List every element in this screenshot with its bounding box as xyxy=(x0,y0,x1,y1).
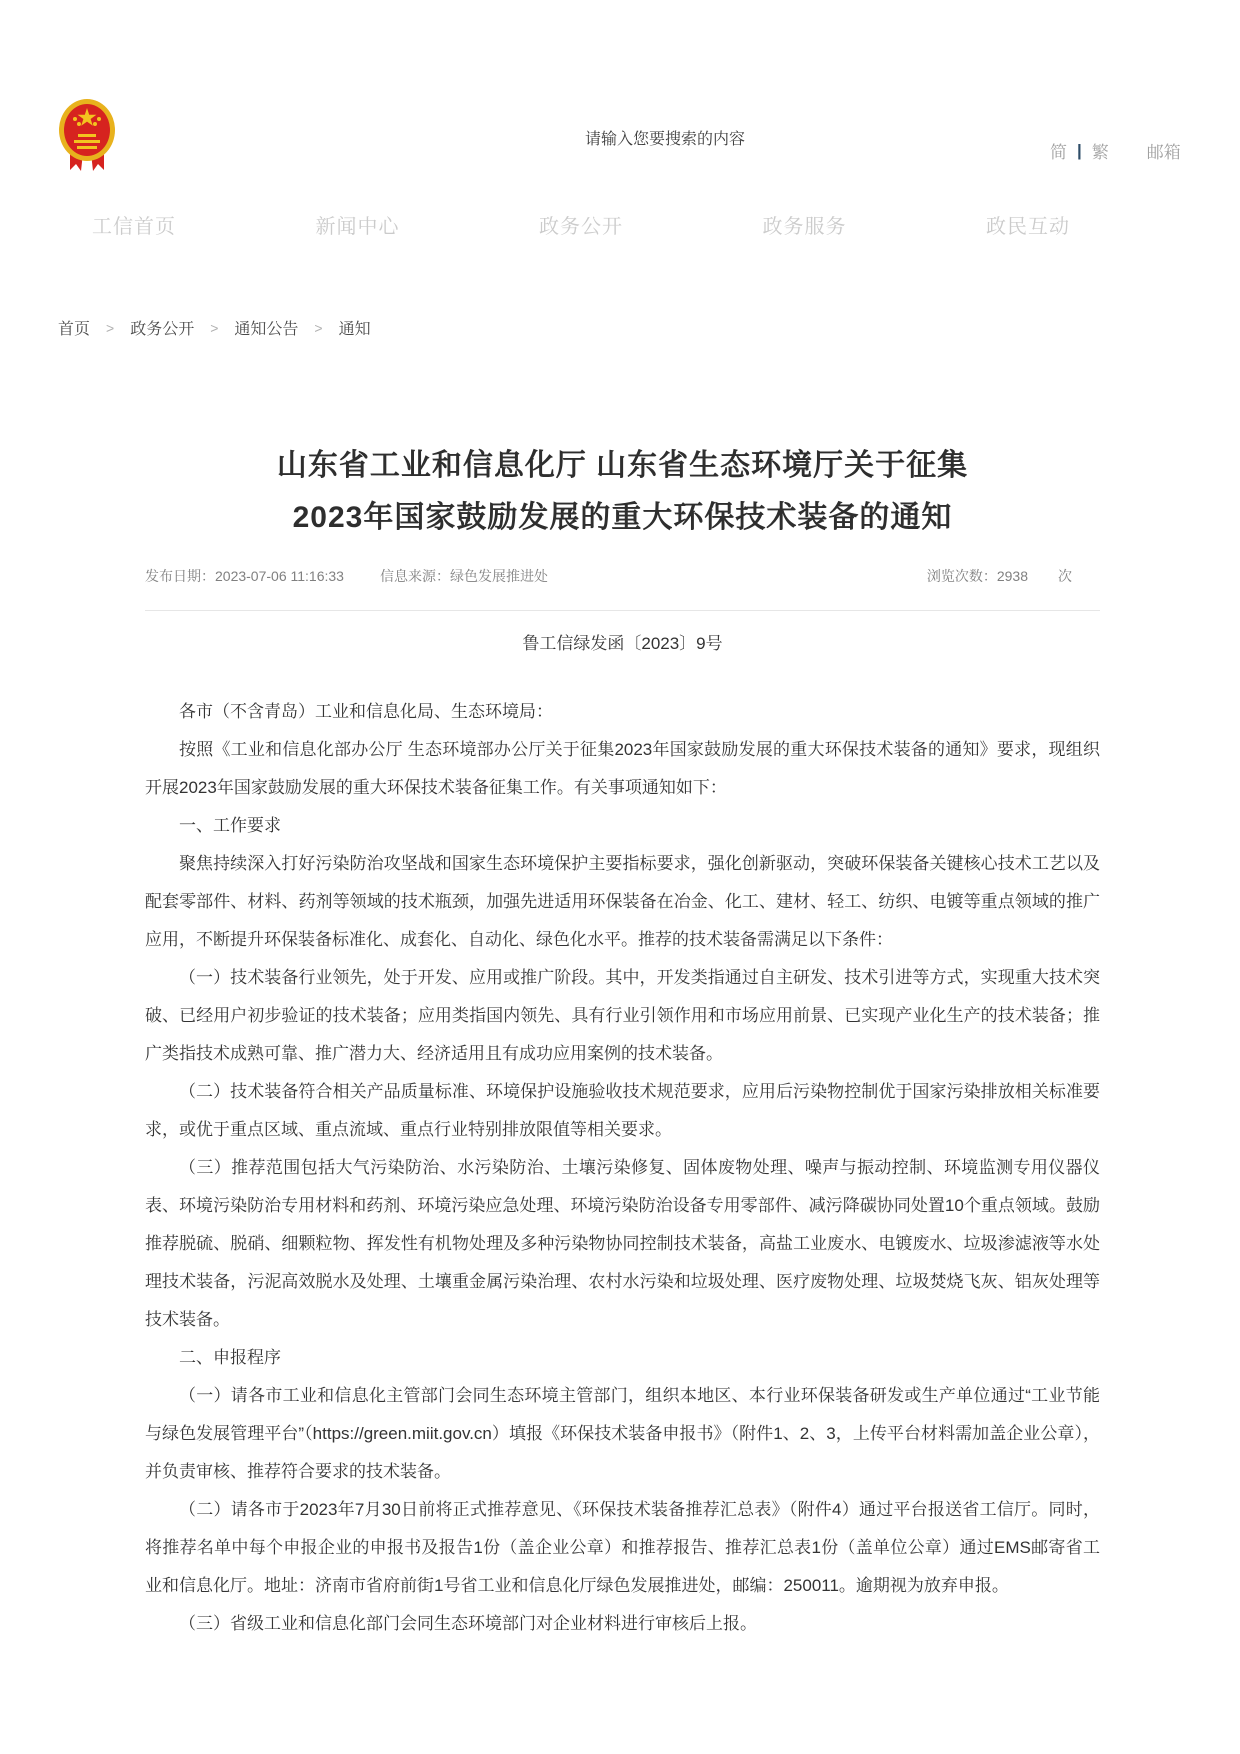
views-unit: 次 xyxy=(1058,568,1072,584)
mailbox-link[interactable]: 邮箱 xyxy=(1146,143,1181,162)
body-paragraph: 二、申报程序 xyxy=(179,1348,281,1367)
body-paragraph: （二）请各市于2023年7月30日前将正式推荐意见、《环保技术装备推荐汇总表》（附件4）通过平台报送省工信厅。同时，将推荐名单中每个申报企业的申报书及报告1份（盖企业公章）和推荐报告、推荐汇总表1份（盖单位公章）通过EMS邮寄省工业和信息化厅。地址：济南市省府前街1号省工业和信息化厅绿色发展推进处，邮编：250011。逾期视为放弃申报。 xyxy=(145,1500,1100,1595)
body-paragraph: 按照《工业和信息化部办公厅 生态环境部办公厅关于征集2023年国家鼓励发展的重大环保技术装备的通知》要求，现组织开展2023年国家鼓励发展的重大环保技术装备征集工作。有关事项通知如下： xyxy=(145,740,1100,797)
meta-divider xyxy=(145,610,1100,611)
page-title-line2: 2023年国家鼓励发展的重大环保技术装备的通知 xyxy=(292,501,953,534)
breadcrumb-item[interactable]: 政务公开 xyxy=(130,321,195,338)
search-input[interactable] xyxy=(583,124,847,156)
view-count xyxy=(927,566,1072,586)
breadcrumb-separator: > xyxy=(314,319,323,336)
article-body xyxy=(145,693,1100,1643)
language-switcher xyxy=(1050,138,1181,163)
publish-date-label: 发布日期： xyxy=(145,568,215,584)
body-paragraph: （一）请各市工业和信息化主管部门会同生态环境主管部门，组织本地区、本行业环保装备研发或生产单位通过“工业节能与绿色发展管理平台”（https://green.miit.gov.cn）填报《环保技术装备申报书》（附件1、2、3，上传平台材料需加盖企业公章），并负责审核、推荐符合要求的技术装备。 xyxy=(145,1386,1100,1481)
body-paragraph: 聚焦持续深入打好污染防治攻坚战和国家生态环境保护主要指标要求，强化创新驱动，突破环保装备关键核心技术工艺以及配套零部件、材料、药剂等领域的技术瓶颈，加强先进适用环保装备在冶金、化工、建材、轻工、纺织、电镀等重点领域的推广应用，不断提升环保装备标准化、成套化、自动化、绿色化水平。推荐的技术装备需满足以下条件： xyxy=(145,854,1100,949)
national-emblem-logo[interactable] xyxy=(56,98,118,172)
nav-item[interactable]: 政务服务 xyxy=(762,216,847,238)
nav-item[interactable]: 新闻中心 xyxy=(315,216,400,238)
lang-divider: | xyxy=(1077,140,1082,160)
source-value: 绿色发展推进处 xyxy=(449,568,548,584)
nav-item[interactable]: 政民互动 xyxy=(986,216,1070,238)
article-meta xyxy=(145,566,1100,586)
breadcrumb-item[interactable]: 首页 xyxy=(58,321,91,338)
lang-traditional-link[interactable]: 繁 xyxy=(1091,143,1109,162)
breadcrumb xyxy=(58,316,403,339)
views-value: 2938 xyxy=(996,568,1028,584)
notice-article xyxy=(145,440,1100,1643)
nav-item[interactable]: 工信首页 xyxy=(92,216,176,238)
page-title-line1: 山东省工业和信息化厅 山东省生态环境厅关于征集 xyxy=(276,449,969,482)
national-emblem-icon xyxy=(56,98,118,172)
body-paragraph: 一、工作要求 xyxy=(179,816,281,835)
breadcrumb-item[interactable]: 通知 xyxy=(338,321,371,338)
views-label: 浏览次数： xyxy=(926,568,997,584)
nav-item[interactable]: 政务公开 xyxy=(539,216,623,238)
body-paragraph: 各市（不含青岛）工业和信息化局、生态环境局： xyxy=(179,702,553,721)
breadcrumb-separator: > xyxy=(210,319,219,336)
breadcrumb-separator: > xyxy=(106,319,115,336)
body-paragraph: （一）技术装备行业领先，处于开发、应用或推广阶段。其中，开发类指通过自主研发、技术引进等方式，实现重大技术突破、已经用户初步验证的技术装备；应用类指国内领先、具有行业引领作用和市场应用前景、已实现产业化生产的技术装备；推广类指技术成熟可靠、推广潜力大、经济适用且有成功应用案例的技术装备。 xyxy=(145,968,1100,1063)
source-label: 信息来源： xyxy=(379,568,450,584)
body-paragraph: （三）省级工业和信息化部门会同生态环境部门对企业材料进行审核后上报。 xyxy=(179,1614,757,1633)
document-number: 鲁工信绿发函〔2023〕9号 xyxy=(522,634,723,653)
body-paragraph: （二）技术装备符合相关产品质量标准、环境保护设施验收技术规范要求，应用后污染物控制优于国家污染排放相关标准要求，或优于重点区域、重点流域、重点行业特别排放限值等相关要求。 xyxy=(145,1082,1100,1139)
breadcrumb-item[interactable]: 通知公告 xyxy=(234,321,299,338)
publish-date-value: 2023-07-06 11:16:33 xyxy=(215,568,344,584)
body-paragraph: （三）推荐范围包括大气污染防治、水污染防治、土壤污染修复、固体废物处理、噪声与振动控制、环境监测专用仪器仪表、环境污染防治专用材料和药剂、环境污染应急处理、环境污染防治设备专用零部件、减污降碳协同处置10个重点领域。鼓励推荐脱硫、脱硝、细颗粒物、挥发性有机物处理及多种污染物协同控制技术装备，高盐工业废水、电镀废水、垃圾渗滤液等水处理技术装备，污泥高效脱水及处理、土壤重金属污染治理、农村水污染和垃圾处理、医疗废物处理、垃圾焚烧飞灰、铝灰处理等技术装备。 xyxy=(145,1158,1100,1329)
lang-simplified-link[interactable]: 简 xyxy=(1050,143,1067,162)
main-nav xyxy=(92,210,1070,239)
